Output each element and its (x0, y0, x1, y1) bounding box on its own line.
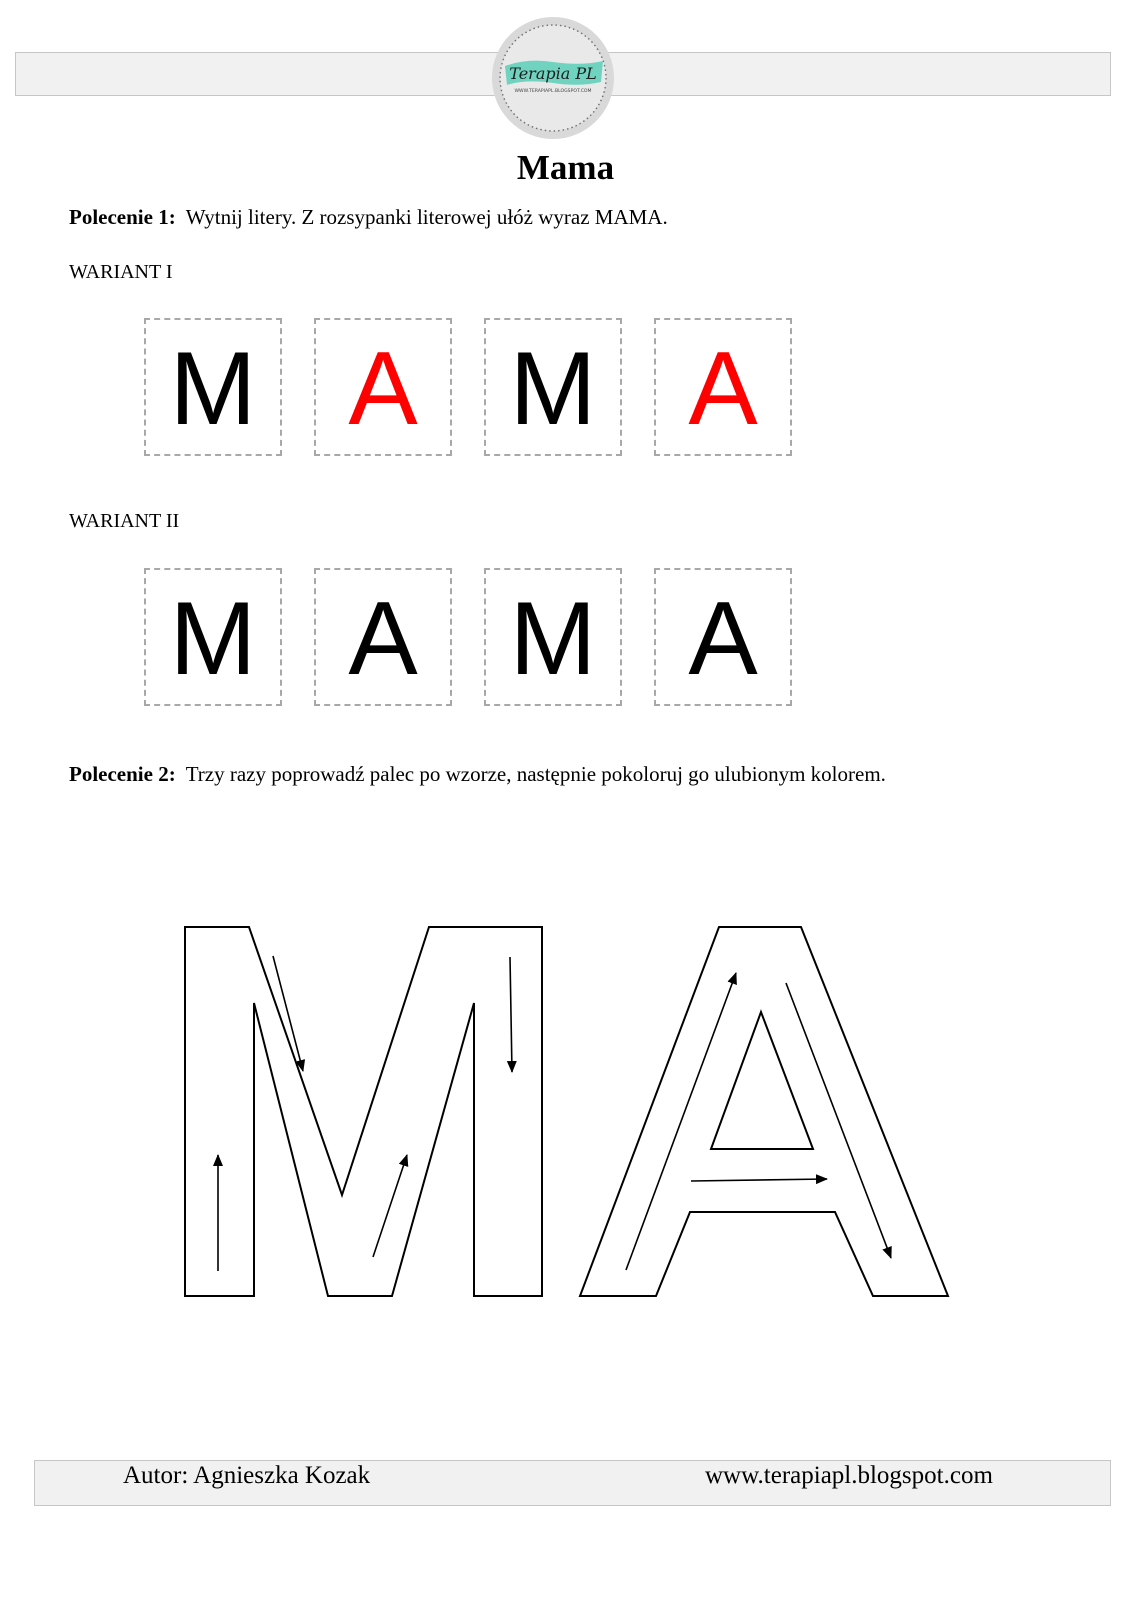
footer-website[interactable]: www.terapiapl.blogspot.com (705, 1462, 993, 1489)
letter: M (509, 331, 597, 447)
task-1-label: Polecenie 1: (69, 205, 176, 229)
task-2-text: Trzy razy poprowadź palec po wzorze, następnie pokoloruj go ulubionym kolorem. (185, 762, 886, 786)
tracing-arrow (510, 957, 512, 1072)
letter: M (169, 581, 257, 697)
tracing-arrow (273, 956, 303, 1071)
tracing-arrow (691, 1179, 827, 1181)
letter: A (688, 581, 758, 697)
page-title: Mama (516, 148, 615, 187)
tracing-arrow (626, 973, 736, 1270)
footer-author: Autor: Agnieszka Kozak (123, 1462, 371, 1489)
variant-1-label: WARIANT I (69, 261, 173, 283)
letter: M (509, 581, 597, 697)
svg-text:WWW.TERAPIAPL.BLOGSPOT.COM: WWW.TERAPIAPL.BLOGSPOT.COM (514, 89, 592, 94)
letter-a-outline (580, 927, 948, 1296)
letter: A (688, 331, 758, 447)
svg-text:Terapia PL: Terapia PL (509, 64, 597, 83)
task-1-text: Wytnij litery. Z rozsypanki literowej ułóż wyraz MAMA. (185, 205, 668, 229)
variant-2-label: WARIANT II (69, 510, 180, 532)
task-2-label: Polecenie 2: (69, 762, 176, 786)
tracing-arrow (373, 1155, 407, 1257)
letter: A (348, 331, 418, 447)
letter: A (348, 581, 418, 697)
letter-m-outline (185, 927, 542, 1296)
letter: M (169, 331, 257, 447)
